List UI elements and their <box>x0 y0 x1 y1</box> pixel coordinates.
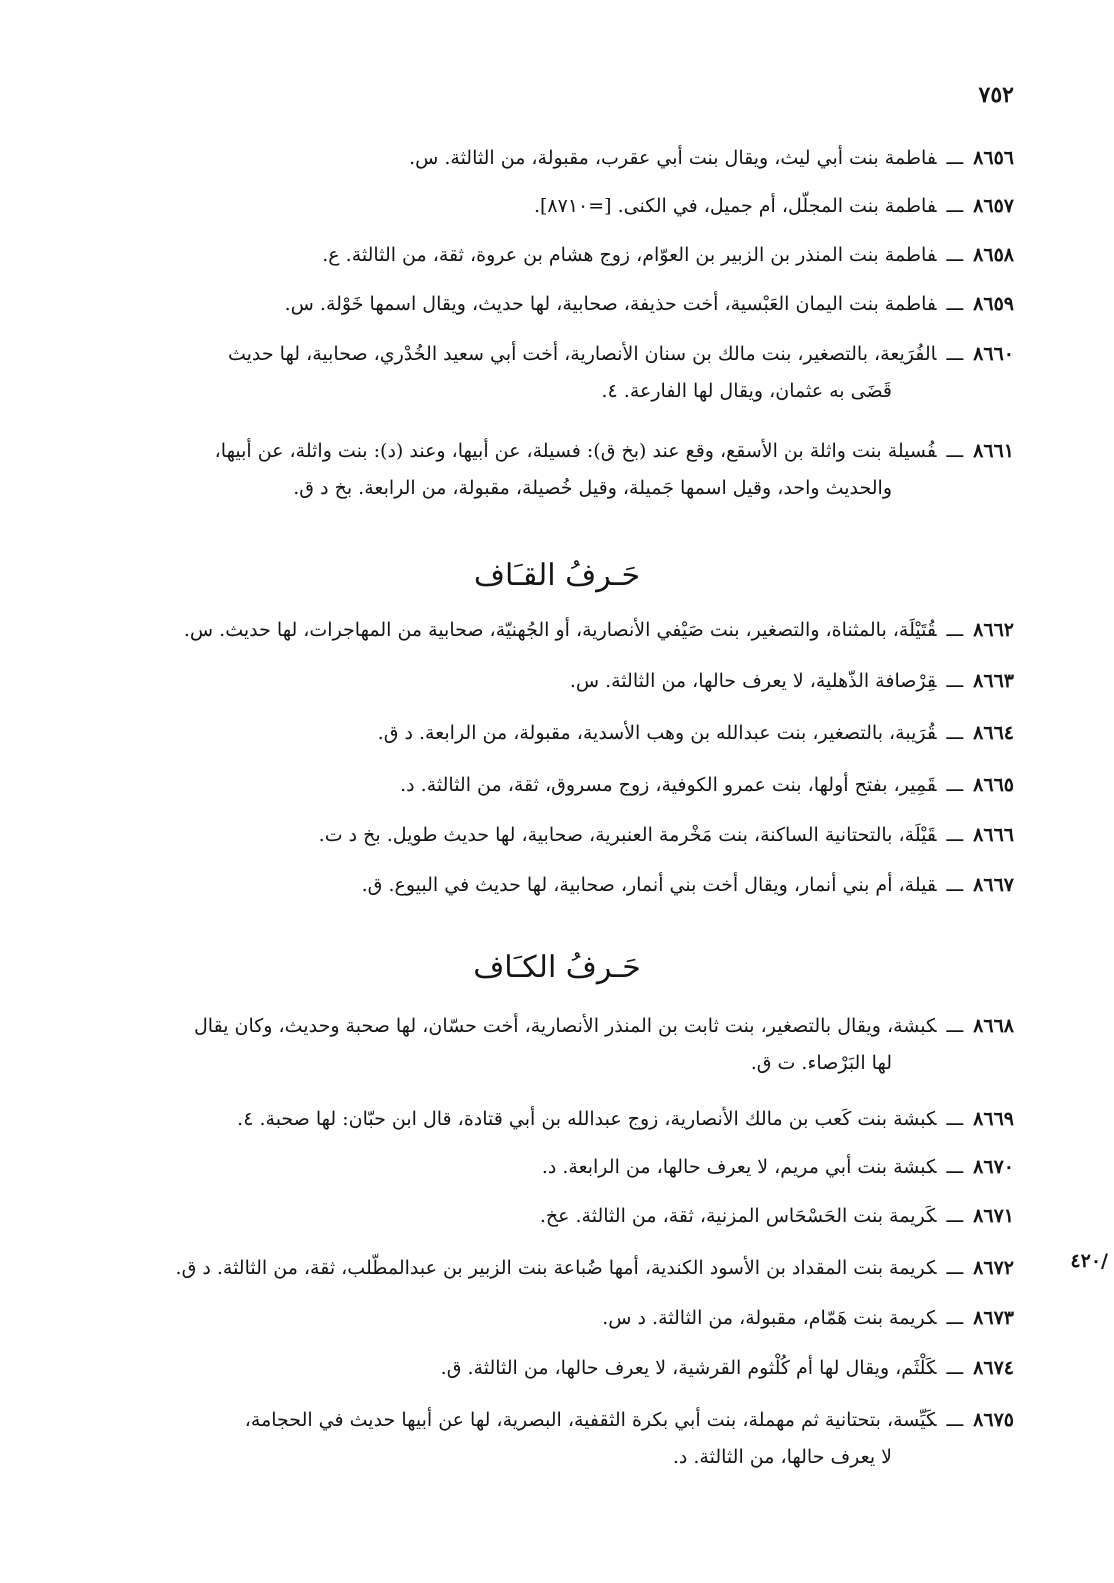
entry-8670: ٨٦٧٠ـــكبشة بنت أبي مريم، لا يعرف حالها، من الرابعة. د. <box>541 1156 1014 1178</box>
entry-number: ٨٦٥٨ <box>973 244 1014 266</box>
entry-8668: ٨٦٦٨ـــكبشة، ويقال بالتصغير، بنت ثابت بن المنذر الأنصارية، أخت حسّان، لها صحبة وحديث، وكان يقال لها البَرْصاء. ت ق. <box>194 1008 1014 1082</box>
entry-8673: ٨٦٧٣ـــكريمة بنت هَمّام، مقبولة، من الثالثة. د س. <box>602 1307 1014 1329</box>
entry-text-continued: لا يعرف حالها، من الثالثة. د. <box>672 1446 892 1468</box>
entry-text: قيلة، أم بني أنمار، ويقال أخت بني أنمار، صحابية، لها حديث في البيوع. ق. <box>361 874 937 896</box>
entry-text-continued: والحديث واحد، وقيل اسمها جَميلة، وقيل خُصيلة، مقبولة، من الرابعة. بخ د ق. <box>293 477 892 499</box>
entry-8661: ٨٦٦١ـــفُسيلة بنت واثلة بن الأسقع، وقع عند (بخ ق): فسيلة، عن أبيها، وعند (د): بنت واثلة، عن أبيها، والحديث واحد، وقيل اسمها جَميلة، وقيل خُصيلة، مقبولة، من الرابعة. بخ د ق. <box>215 433 1014 507</box>
entry-text: كَيِّسة، بتحتانية ثم مهملة، بنت أبي بكرة الثقفية، البصرية، لها عن أبيها حديث في الحجامة، <box>244 1409 937 1431</box>
entry-8666: ٨٦٦٦ـــقَيْلَة، بالتحتانية الساكنة، بنت مَخْرمة العنبرية، صحابية، لها حديث طويل. بخ د ت. <box>318 824 1014 846</box>
entry-number: ٨٦٦٠ <box>973 343 1014 365</box>
margin-reference: /٤٢٠ <box>1070 1250 1108 1272</box>
entry-8669: ٨٦٦٩ـــكبشة بنت كَعب بن مالك الأنصارية، زوج عبدالله بن أبي قتادة، قال ابن حبّان: لها صحبة. ٤. <box>237 1108 1014 1130</box>
entry-8667: ٨٦٦٧ـــقيلة، أم بني أنمار، ويقال أخت بني أنمار، صحابية، لها حديث في البيوع. ق. <box>361 874 1014 896</box>
section-heading-qaf: حَـرفُ القـَاف <box>473 558 641 593</box>
entry-number: ٨٦٥٧ <box>973 195 1014 217</box>
entry-number: ٨٦٦١ <box>973 440 1014 462</box>
entry-number: ٨٦٦٨ <box>973 1015 1014 1037</box>
entry-8672: ٨٦٧٢ـــكريمة بنت المقداد بن الأسود الكندية، أمها ضُباعة بنت الزبير بن عبدالمطّلب، ثقة، من الثالثة. د ق. <box>175 1257 1014 1279</box>
entry-8659: ٨٦٥٩ـــفاطمة بنت اليمان العَبْسية، أخت حذيفة، صحابية، لها حديث، ويقال اسمها خَوْلة. س. <box>284 293 1014 315</box>
entry-text: فاطمة بنت أبي ليث، ويقال بنت أبي عقرب، مقبولة، من الثالثة. س. <box>409 147 937 169</box>
entry-text: كبشة، ويقال بالتصغير، بنت ثابت بن المنذر الأنصارية، أخت حسّان، لها صحبة وحديث، وكان يقال <box>193 1015 937 1037</box>
entry-text: قُرَيبة، بالتصغير، بنت عبدالله بن وهب الأسدية، مقبولة، من الرابعة. د ق. <box>377 722 937 744</box>
entry-text: فاطمة بنت المنذر بن الزبير بن العوّام، زوج هشام بن عروة، ثقة، من الثالثة. ع. <box>322 244 937 266</box>
entry-text: قُتَيْلَة، بالمثناة، والتصغير، بنت صَيْفي الأنصارية، أو الجُهنيّة، صحابية من المهاجرات، لها حديث. س. <box>183 619 937 641</box>
entry-number: ٨٦٧٤ <box>973 1357 1014 1379</box>
section-heading-kaf: حَـرفُ الكـَاف <box>473 950 641 985</box>
entry-text: فاطمة بنت المجلّل، أم جميل، في الكنى. [=٨٧١٠]. <box>533 195 937 217</box>
entry-8656: ٨٦٥٦ـــفاطمة بنت أبي ليث، ويقال بنت أبي عقرب، مقبولة، من الثالثة. س. <box>409 147 1014 169</box>
entry-8657: ٨٦٥٧ـــفاطمة بنت المجلّل، أم جميل، في الكنى. [=٨٧١٠]. <box>533 195 1014 217</box>
entry-number: ٨٦٥٦ <box>973 147 1014 169</box>
page-number: ٧٥٢ <box>978 82 1014 108</box>
entry-8664: ٨٦٦٤ـــقُرَيبة، بالتصغير، بنت عبدالله بن وهب الأسدية، مقبولة، من الرابعة. د ق. <box>377 722 1014 744</box>
entry-text: كبشة بنت كَعب بن مالك الأنصارية، زوج عبدالله بن أبي قتادة، قال ابن حبّان: لها صحبة. ٤. <box>237 1108 937 1130</box>
entry-number: ٨٦٧٥ <box>973 1409 1014 1431</box>
entry-number: ٨٦٧٠ <box>973 1156 1014 1178</box>
entry-8662: ٨٦٦٢ـــقُتَيْلَة، بالمثناة، والتصغير، بنت صَيْفي الأنصارية، أو الجُهنيّة، صحابية من المهاجرات، لها حديث. س. <box>183 619 1014 641</box>
entry-8660: ٨٦٦٠ـــالفُرَيعة، بالتصغير، بنت مالك بن سنان الأنصارية، أخت أبي سعيد الخُدْري، صحابية، لها حديث قَضَى به عثمان، ويقال لها الفارعة. ٤. <box>228 336 1014 410</box>
entry-text: كَلْثَم، ويقال لها أم كُلْثوم القرشية، لا يعرف حالها، من الثالثة. ق. <box>440 1357 937 1379</box>
entry-8671: ٨٦٧١ـــكَريمة بنت الحَسْحَاس المزنية، ثقة، من الثالثة. عخ. <box>539 1205 1014 1227</box>
entry-number: ٨٦٦٣ <box>973 670 1014 692</box>
entry-8663: ٨٦٦٣ـــقِرْصافة الذّهلية، لا يعرف حالها، من الثالثة. س. <box>569 670 1014 692</box>
entry-number: ٨٦٧٢ <box>973 1257 1014 1279</box>
entry-number: ٨٦٦٩ <box>973 1108 1014 1130</box>
entry-number: ٨٦٥٩ <box>973 293 1014 315</box>
entry-text: فُسيلة بنت واثلة بن الأسقع، وقع عند (بخ ق): فسيلة، عن أبيها، وعند (د): بنت واثلة، عن أبيها، <box>214 440 937 462</box>
entry-text-continued: لها البَرْصاء. ت ق. <box>750 1052 892 1074</box>
entry-text: قِرْصافة الذّهلية، لا يعرف حالها، من الثالثة. س. <box>569 670 937 692</box>
entry-number: ٨٦٦٦ <box>973 824 1014 846</box>
entry-text: فاطمة بنت اليمان العَبْسية، أخت حذيفة، صحابية، لها حديث، ويقال اسمها خَوْلة. س. <box>284 293 937 315</box>
entry-text: قَيْلَة، بالتحتانية الساكنة، بنت مَخْرمة العنبرية، صحابية، لها حديث طويل. بخ د ت. <box>318 824 937 846</box>
entry-8675: ٨٦٧٥ـــكَيِّسة، بتحتانية ثم مهملة، بنت أبي بكرة الثقفية، البصرية، لها عن أبيها حديث في الحجامة، لا يعرف حالها، من الثالثة. د. <box>245 1402 1014 1476</box>
entry-number: ٨٦٦٤ <box>973 722 1014 744</box>
entry-text: كريمة بنت المقداد بن الأسود الكندية، أمها ضُباعة بنت الزبير بن عبدالمطّلب، ثقة، من الثالثة. د ق. <box>175 1257 937 1279</box>
entry-number: ٨٦٧٣ <box>973 1307 1014 1329</box>
entry-number: ٨٦٧١ <box>973 1205 1014 1227</box>
entry-number: ٨٦٦٢ <box>973 619 1014 641</box>
entry-8665: ٨٦٦٥ـــقَمِير، بفتح أولها، بنت عمرو الكوفية، زوج مسروق، ثقة، من الثالثة. د. <box>400 774 1014 796</box>
entry-text: قَمِير، بفتح أولها، بنت عمرو الكوفية، زوج مسروق، ثقة، من الثالثة. د. <box>400 774 937 796</box>
entry-text: كريمة بنت هَمّام، مقبولة، من الثالثة. د س. <box>602 1307 937 1329</box>
entry-text: الفُرَيعة، بالتصغير، بنت مالك بن سنان الأنصارية، أخت أبي سعيد الخُدْري، صحابية، لها حديث <box>227 343 937 365</box>
entry-text: كبشة بنت أبي مريم، لا يعرف حالها، من الرابعة. د. <box>541 1156 937 1178</box>
entry-number: ٨٦٦٧ <box>973 874 1014 896</box>
entry-8658: ٨٦٥٨ـــفاطمة بنت المنذر بن الزبير بن العوّام، زوج هشام بن عروة، ثقة، من الثالثة. ع. <box>322 244 1014 266</box>
entry-text-continued: قَضَى به عثمان، ويقال لها الفارعة. ٤. <box>601 380 892 402</box>
entry-text: كَريمة بنت الحَسْحَاس المزنية، ثقة، من الثالثة. عخ. <box>539 1205 937 1227</box>
entry-number: ٨٦٦٥ <box>973 774 1014 796</box>
entry-8674: ٨٦٧٤ـــكَلْثَم، ويقال لها أم كُلْثوم القرشية، لا يعرف حالها، من الثالثة. ق. <box>440 1357 1014 1379</box>
